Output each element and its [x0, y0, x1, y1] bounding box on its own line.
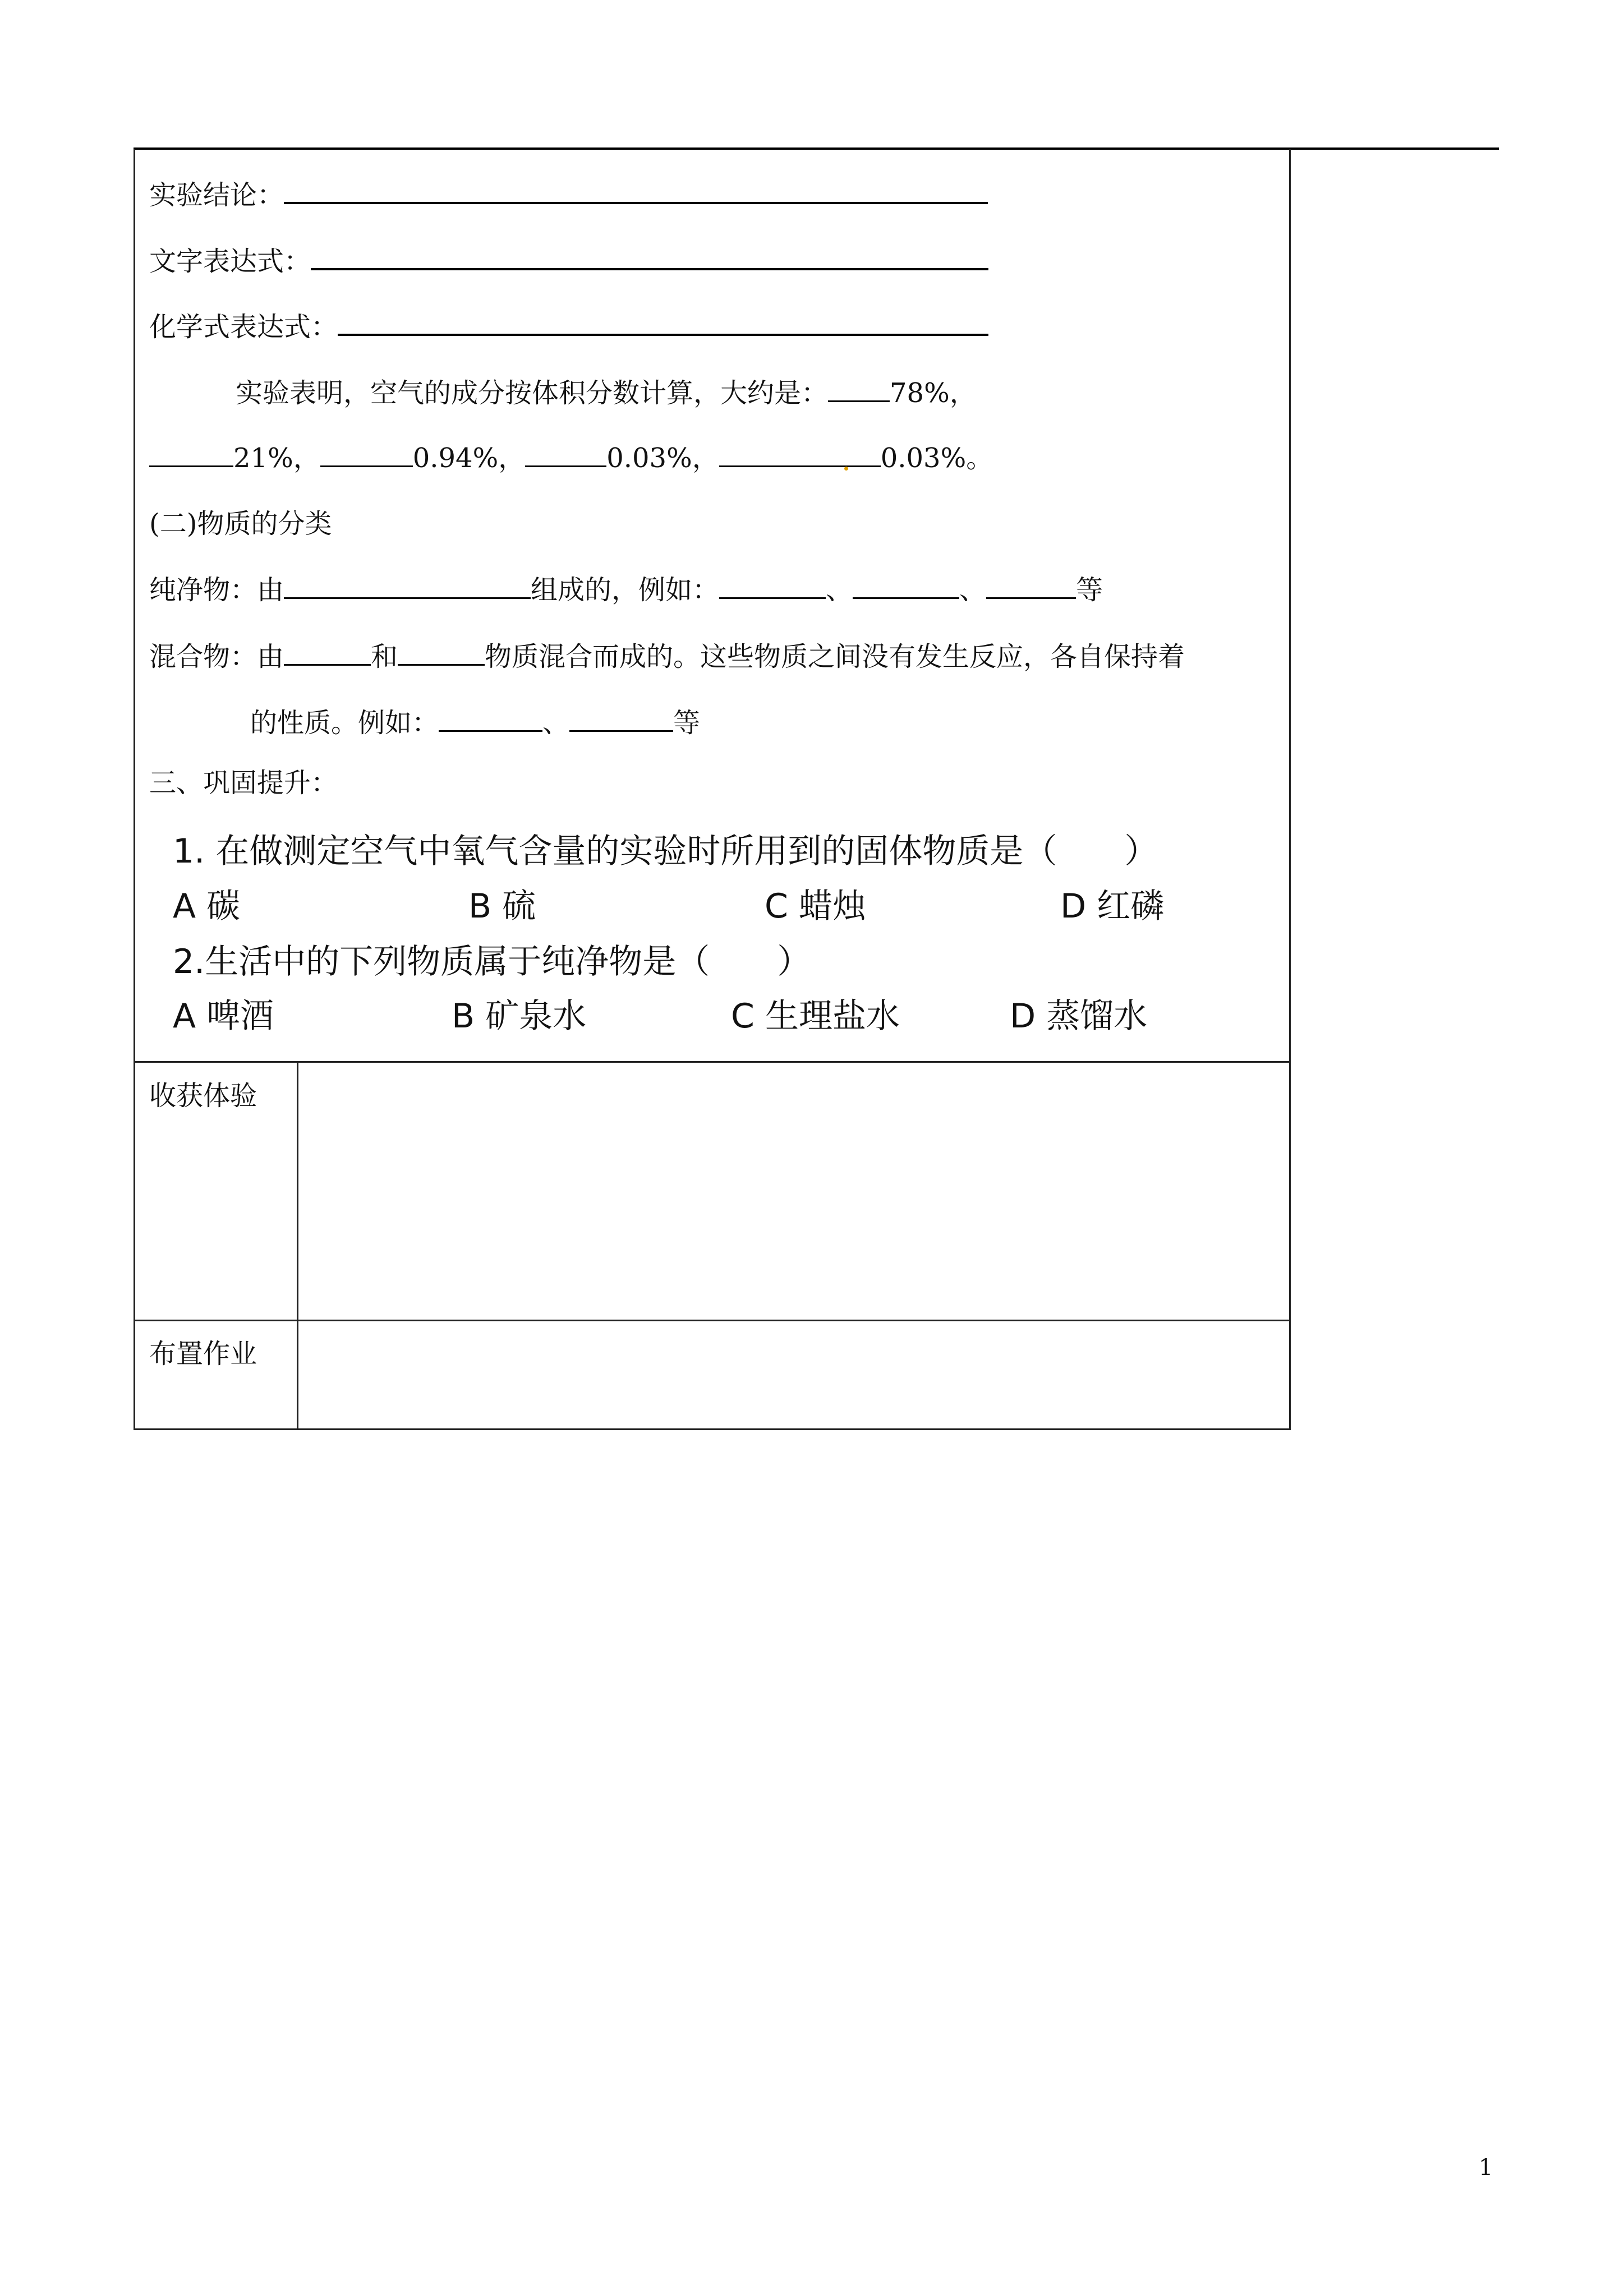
pure-sep-2: 、: [959, 574, 987, 606]
word-expression-label: 文字表达式：: [149, 246, 311, 277]
air-composition-line1: [236, 376, 977, 410]
table-column-divider: [297, 1061, 298, 1429]
air-blank-2[interactable]: [149, 442, 233, 467]
question-2-option-c[interactable]: C 生理盐水: [731, 997, 900, 1036]
mixture-suffix: 等: [673, 707, 701, 739]
mixture-sep: 、: [542, 707, 570, 739]
air-value-1: 78%，: [890, 377, 977, 409]
mixture-and: 和: [371, 641, 398, 672]
air-value-4: 0.03%，: [606, 442, 719, 474]
harvest-label: 收获体验: [149, 1080, 257, 1112]
mixture-line2: [250, 706, 700, 740]
air-blank-4[interactable]: [525, 442, 606, 467]
question-1-option-b[interactable]: B 硫: [468, 887, 536, 926]
pure-blank-example-2[interactable]: [853, 574, 959, 599]
mixture-prefix: 混合物：由: [149, 641, 284, 672]
harvest-cell[interactable]: [300, 1063, 1287, 1318]
pure-prefix: 纯净物：由: [149, 574, 284, 606]
stray-mark: [844, 467, 848, 471]
homework-label: 布置作业: [149, 1338, 257, 1370]
pure-sep-1: 、: [826, 574, 853, 606]
question-2-option-b[interactable]: B 矿泉水: [452, 997, 587, 1036]
conclusion-label: 实验结论：: [149, 179, 284, 211]
air-value-3: 0.94%，: [412, 442, 526, 474]
formula-expression-line: [149, 310, 988, 344]
pure-blank-example-1[interactable]: [719, 574, 826, 599]
pure-blank-composition[interactable]: [284, 574, 531, 599]
air-blank-1[interactable]: [828, 377, 890, 402]
formula-expression-blank[interactable]: [338, 310, 988, 336]
formula-expression-label: 化学式表达式：: [149, 311, 338, 343]
question-2-stem: 2.生活中的下列物质属于纯净物是（ ）: [173, 942, 811, 981]
pure-suffix: 等: [1076, 574, 1103, 606]
air-value-2: 21%，: [233, 442, 320, 474]
consolidation-heading: 三、巩固提升：: [149, 767, 338, 799]
conclusion-blank[interactable]: [284, 178, 988, 204]
table-middle-border: [135, 1320, 1289, 1321]
question-1-stem: 1. 在做测定空气中氧气含量的实验时所用到的固体物质是（ ）: [173, 832, 1158, 871]
table-top-border: [135, 1061, 1289, 1063]
mixture-line1: [149, 640, 1185, 674]
air-composition-line2: [149, 441, 993, 475]
word-expression-line: [149, 245, 988, 278]
pure-blank-example-3[interactable]: [986, 574, 1076, 599]
mixture-line2-prefix: 的性质。例如：: [250, 707, 439, 739]
homework-cell[interactable]: [300, 1322, 1287, 1428]
mixture-blank-example-1[interactable]: [439, 707, 542, 732]
air-value-5: 0.03%。: [880, 442, 993, 474]
question-1-option-a[interactable]: A 碳: [173, 887, 241, 926]
pure-mid: 组成的，例如：: [531, 574, 720, 606]
question-1-option-d[interactable]: D 红磷: [1060, 887, 1165, 926]
question-1-option-c[interactable]: C 蜡烛: [765, 887, 866, 926]
air-blank-5[interactable]: [719, 442, 881, 467]
air-blank-3[interactable]: [320, 442, 413, 467]
conclusion-line: [149, 178, 988, 212]
word-expression-blank[interactable]: [311, 245, 988, 270]
question-2-option-d[interactable]: D 蒸馏水: [1010, 997, 1148, 1036]
question-2-option-a[interactable]: A 啤酒: [173, 997, 274, 1036]
mixture-blank-example-2[interactable]: [569, 707, 673, 732]
page-number: 1: [1479, 2155, 1493, 2180]
classification-heading: (二)物质的分类: [149, 508, 332, 540]
air-composition-intro: 实验表明，空气的成分按体积分数计算，大约是：: [236, 377, 829, 409]
mixture-blank-1[interactable]: [284, 640, 371, 666]
mixture-rest: 物质混合而成的。这些物质之间没有发生反应，各自保持着: [485, 641, 1185, 672]
mixture-blank-2[interactable]: [398, 640, 485, 666]
pure-substance-line: [149, 573, 1103, 607]
